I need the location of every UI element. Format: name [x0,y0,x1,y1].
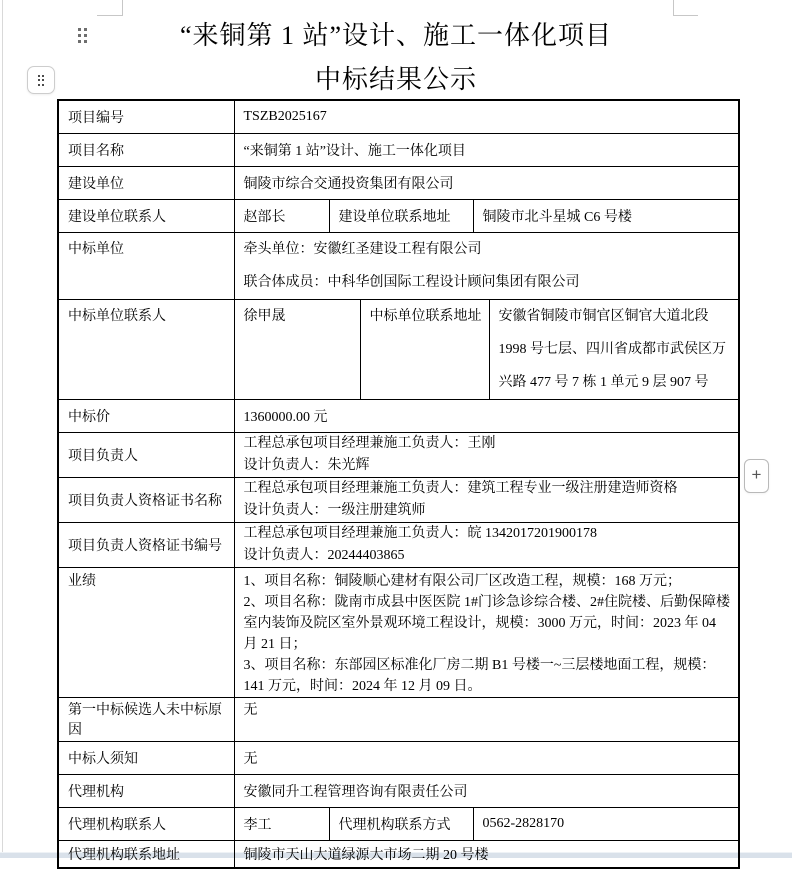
winner-address-value[interactable]: 安徽省铜陵市铜官区铜官大道北段 1998 号七层、四川省成都市武侯区万兴路 477 号 7 栋 1 单元 9 层 907 号 [489,299,739,399]
owner-label[interactable]: 建设单位 [58,166,234,199]
bid-price-label[interactable]: 中标价 [58,399,234,432]
owner-contact-label[interactable]: 建设单位联系人 [58,199,234,232]
notice-label[interactable]: 中标人须知 [58,741,234,774]
performance-label[interactable]: 业绩 [58,567,234,697]
winner-contact-label[interactable]: 中标单位联系人 [58,299,234,399]
agency-phone-value[interactable]: 0562-2828170 [473,807,739,840]
leader-design-line: 设计负责人：朱光辉 [243,457,370,473]
agency-label[interactable]: 代理机构 [58,774,234,807]
winner-contact-name[interactable]: 徐甲晟 [234,299,360,399]
bid-price-value[interactable]: 1360000.00 元 [234,399,739,432]
row-agency-contact [58,807,739,840]
owner-contact-name[interactable]: 赵部长 [234,199,329,232]
row-winner-contact [58,299,739,399]
winner-address-label[interactable]: 中标单位联系地址 [360,299,489,399]
cert-no-line2: 设计负责人：20244403865 [243,547,405,563]
row-project-no [58,100,739,133]
plus-icon: + [751,465,762,484]
owner-address-label[interactable]: 建设单位联系地址 [329,199,473,232]
cert-no-line1: 工程总承包项目经理兼施工负责人：皖 1342017201900178 [243,525,597,541]
page-title-line1[interactable]: “来铜第 1 站”设计、施工一体化项目 [179,21,613,50]
performance-value[interactable] [234,567,739,697]
cert-no-value[interactable] [234,522,739,567]
cert-name-value[interactable] [234,477,739,522]
insert-column-button[interactable] [744,459,769,493]
agency-contact-name[interactable]: 李工 [234,807,329,840]
winner-member-line: 联合体成员：中科华创国际工程设计顾问集团有限公司 [243,274,580,290]
project-leader-value[interactable] [234,432,739,477]
project-name-value[interactable]: “来铜第 1 站”设计、施工一体化项目 [234,133,739,166]
performance-item-2: 2、项目名称：陇南市成县中医医院 1#门诊急诊综合楼、2#住院楼、后勤保障楼室内装饰及院区室外景观环境工程设计，规模：3000 万元，时间：2023 年 04 月 21 日； [243,594,730,652]
bid-results-table [57,99,740,869]
agency-address-value[interactable]: 铜陵市天山大道绿源大市场二期 20 号楼 [234,840,739,868]
project-no-value[interactable]: TSZB2025167 [234,100,739,133]
cert-name-line2: 设计负责人：一级注册建筑师 [243,502,426,518]
owner-value[interactable]: 铜陵市综合交通投资集团有限公司 [234,166,739,199]
row-project-leader [58,432,739,477]
winner-lead-line: 牵头单位：安徽红圣建设工程有限公司 [243,241,482,257]
agency-phone-label[interactable]: 代理机构联系方式 [329,807,473,840]
row-owner [58,166,739,199]
row-notice [58,741,739,774]
owner-address-value[interactable]: 铜陵市北斗星城 C6 号楼 [473,199,739,232]
row-first-candidate-reason [58,697,739,741]
row-winner [58,232,739,299]
row-cert-name [58,477,739,522]
page-left-edge [2,0,3,858]
first-candidate-reason-value[interactable]: 无 [234,697,739,741]
page-title-line2[interactable]: 中标结果公示 [314,65,477,94]
project-leader-label[interactable]: 项目负责人 [58,432,234,477]
row-agency-address [58,840,739,868]
paragraph-drag-handle-icon[interactable] [78,28,87,43]
notice-value[interactable]: 无 [234,741,739,774]
table-drag-handle-button[interactable] [27,66,55,94]
winner-label[interactable]: 中标单位 [58,232,234,299]
row-project-name [58,133,739,166]
row-owner-contact [58,199,739,232]
agency-address-label[interactable]: 代理机构联系地址 [58,840,234,868]
project-name-label[interactable]: 项目名称 [58,133,234,166]
cert-name-line1: 工程总承包项目经理兼施工负责人：建筑工程专业一级注册建造师资格 [243,480,678,496]
row-performance [58,567,739,697]
agency-contact-label[interactable]: 代理机构联系人 [58,807,234,840]
cert-no-label[interactable]: 项目负责人资格证书编号 [58,522,234,567]
cert-name-label[interactable]: 项目负责人资格证书名称 [58,477,234,522]
performance-item-3: 3、项目名称：东部园区标准化厂房二期 B1 号楼一~三层楼地面工程，规模：141 万元，时间：2024 年 12 月 09 日。 [243,657,716,694]
row-agency [58,774,739,807]
first-candidate-reason-label[interactable]: 第一中标候选人未中标原因 [58,697,234,741]
agency-value[interactable]: 安徽同升工程管理咨询有限责任公司 [234,774,739,807]
row-cert-no [58,522,739,567]
row-bid-price [58,399,739,432]
project-no-label[interactable]: 项目编号 [58,100,234,133]
document-title [0,14,792,102]
grip-dots-icon [38,75,45,86]
performance-item-1: 1、项目名称：铜陵顺心建材有限公司厂区改造工程，规模：168 万元； [243,573,681,589]
winner-value[interactable] [234,232,739,299]
leader-construction-line: 工程总承包项目经理兼施工负责人：王刚 [243,435,496,451]
